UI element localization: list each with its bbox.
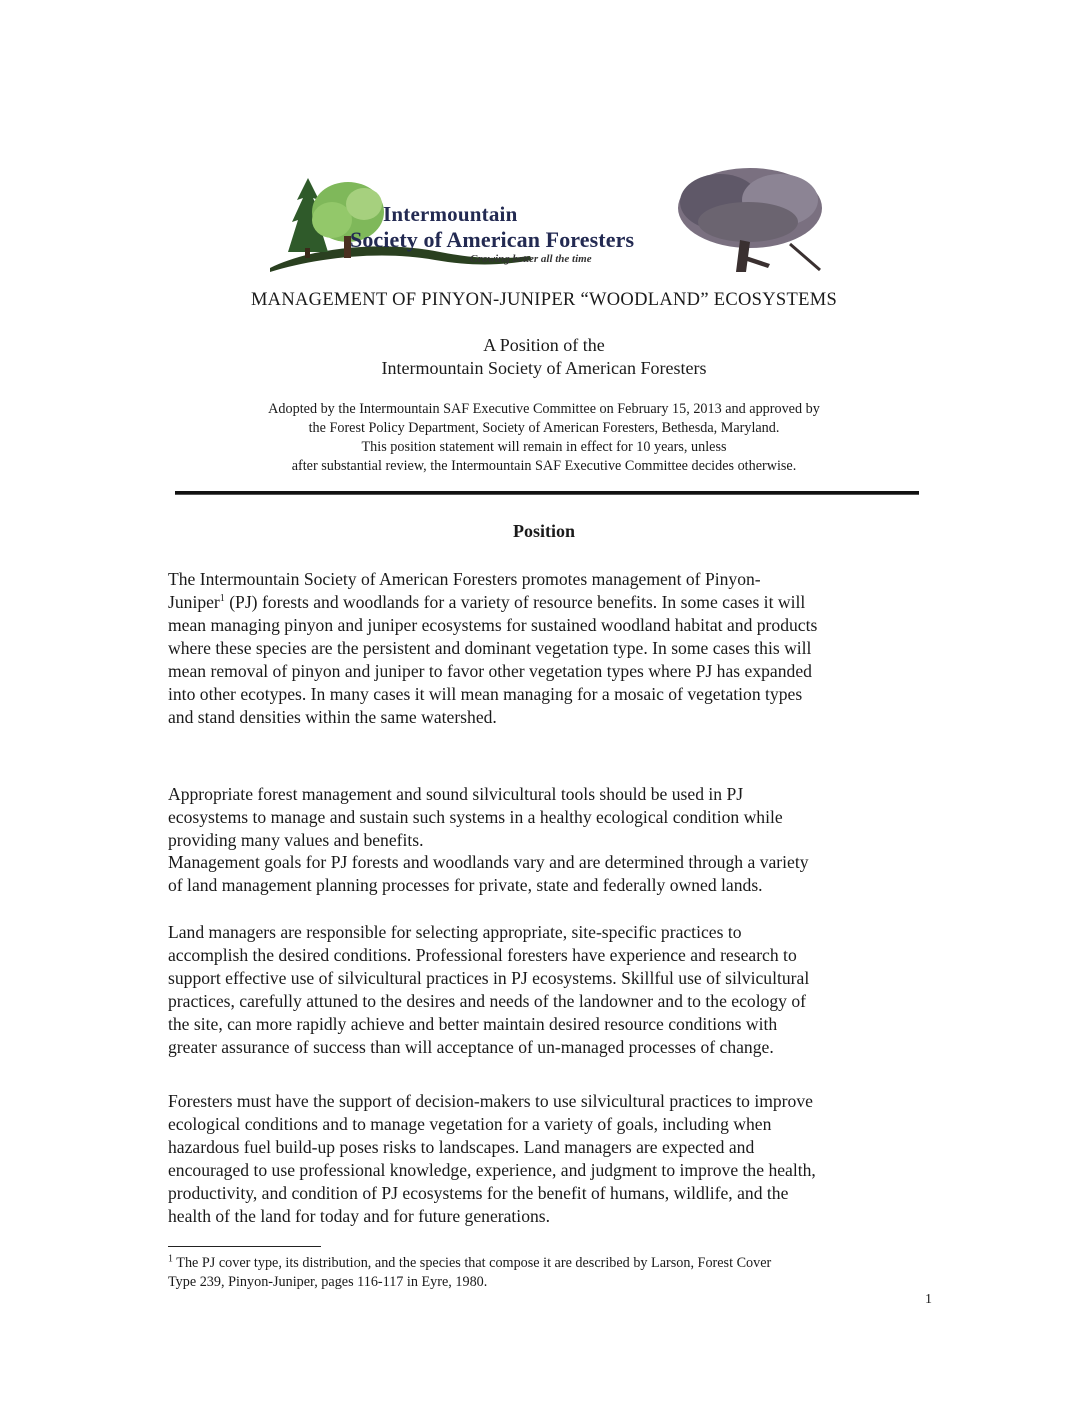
- logo-org-line2: Society of American Foresters: [350, 227, 635, 252]
- paragraph: [168, 921, 928, 1059]
- paragraph-line: encouraged to use professional knowledge, experience, and judgment to improve the health,: [168, 1160, 816, 1180]
- footnote: [168, 1254, 771, 1292]
- paragraph: [168, 568, 928, 729]
- subtitle-line2: Intermountain Society of American Foresters: [381, 358, 707, 378]
- paragraph-line: Land managers are responsible for selecting appropriate, site-specific practices to: [168, 922, 742, 942]
- paragraph-line: mean managing pinyon and juniper ecosystems for sustained woodland habitat and products: [168, 615, 818, 635]
- paragraph-line: hazardous fuel build-up poses risks to landscapes. Land managers are expected and: [168, 1137, 755, 1157]
- paragraph: [168, 783, 928, 852]
- paragraph-line: greater assurance of success than will acceptance of un-managed processes of change.: [168, 1037, 774, 1057]
- footnote-line: [168, 1254, 771, 1273]
- paragraph-line: [168, 591, 928, 614]
- paragraph-line: practices, carefully attuned to the desires and needs of the landowner and to the ecology of: [168, 991, 807, 1011]
- text-span: The PJ cover type, its distribution, and the species that compose it are described by Larson, Forest Cover: [173, 1255, 772, 1271]
- paragraph-line: of land management planning processes for private, state and federally owned lands.: [168, 875, 763, 895]
- juniper-tree: [678, 168, 822, 272]
- footnote-line: Type 239, Pinyon-Juniper, pages 116-117 in Eyre, 1980.: [168, 1274, 488, 1290]
- paragraph-line: ecological conditions and to manage vegetation for a variety of goals, including when: [168, 1114, 772, 1134]
- paragraph-line: productivity, and condition of PJ ecosystems for the benefit of humans, wildlife, and the: [168, 1183, 789, 1203]
- footnote-divider: [168, 1246, 321, 1247]
- paragraph-line: the site, can more rapidly achieve and better maintain desired resource conditions with: [168, 1014, 778, 1034]
- document-title: MANAGEMENT OF PINYON-JUNIPER “WOODLAND” ECOSYSTEMS: [250, 290, 838, 310]
- paragraph-line: and stand densities within the same watershed.: [168, 707, 497, 727]
- isaf-logo: [270, 160, 830, 280]
- adoption-line: Adopted by the Intermountain SAF Executive Committee on February 15, 2013 and approved by: [268, 401, 820, 417]
- paragraph-line: mean removal of pinyon and juniper to favor other vegetation types where PJ has expanded: [168, 661, 812, 681]
- paragraph-line: The Intermountain Society of American Foresters promotes management of Pinyon-: [168, 569, 761, 589]
- adoption-line: This position statement will remain in effect for 10 years, unless: [361, 439, 727, 455]
- section-heading: Position: [512, 521, 575, 541]
- paragraph-line: where these species are the persistent and dominant vegetation type. In some cases this will: [168, 638, 812, 658]
- paragraph-line: providing many values and benefits.: [168, 830, 424, 850]
- logo-org-line1: Intermountain: [383, 202, 518, 226]
- adoption-line: after substantial review, the Intermountain SAF Executive Committee decides otherwise.: [291, 458, 797, 474]
- paragraph: [168, 851, 928, 897]
- paragraph-line: Appropriate forest management and sound silvicultural tools should be used in PJ: [168, 784, 744, 804]
- paragraph: [168, 1090, 928, 1228]
- page-number: 1: [925, 1292, 932, 1307]
- paragraph-line: Foresters must have the support of decision-makers to use silvicultural practices to improve: [168, 1091, 813, 1111]
- adoption-statement: [160, 400, 928, 476]
- text-span: (PJ) forests and woodlands for a variety of resource benefits. In some cases it will: [224, 592, 806, 612]
- adoption-line: the Forest Policy Department, Society of American Foresters, Bethesda, Maryland.: [308, 420, 780, 436]
- text-span: Juniper: [168, 592, 220, 612]
- header-divider: [175, 491, 919, 495]
- paragraph-line: support effective use of silvicultural practices in PJ ecosystems. Skillful use of silvicultural: [168, 968, 810, 988]
- footnote-reference: 1: [219, 593, 225, 605]
- paragraph-line: into other ecotypes. In many cases it will mean managing for a mosaic of vegetation types: [168, 684, 803, 704]
- subtitle-line1: A Position of the: [483, 335, 605, 355]
- paragraph-line: accomplish the desired conditions. Professional foresters have experience and research to: [168, 945, 797, 965]
- paragraph-line: health of the land for today and for future generations.: [168, 1206, 551, 1226]
- footnote-mark: 1: [168, 1253, 173, 1265]
- paragraph-line: Management goals for PJ forests and woodlands vary and are determined through a variety: [168, 852, 809, 872]
- paragraph-line: ecosystems to manage and sustain such systems in a healthy ecological condition while: [168, 807, 783, 827]
- logo-tagline: Growing better all the time: [470, 253, 592, 265]
